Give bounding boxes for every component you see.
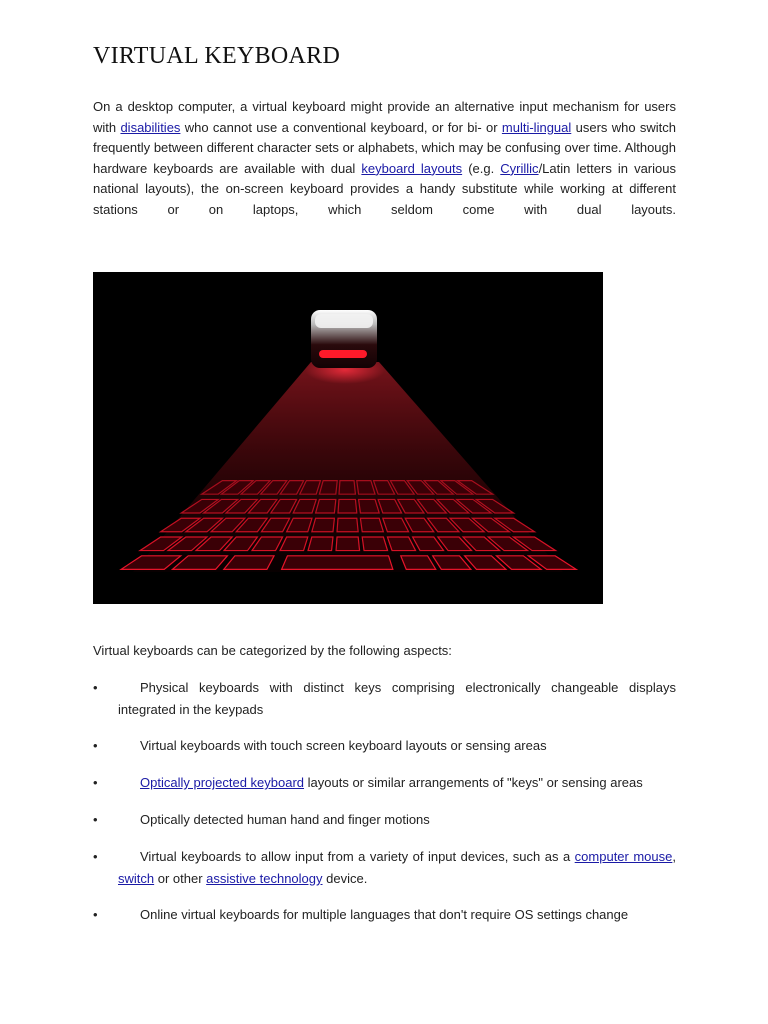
projected-key xyxy=(337,518,358,532)
bullet: • xyxy=(93,680,98,695)
optically-projected-keyboard-link[interactable]: Optically projected keyboard xyxy=(140,775,305,790)
projected-key xyxy=(339,481,355,495)
disabilities-link[interactable]: disabilities xyxy=(120,119,181,135)
intro-text-4: (e.g. xyxy=(462,160,501,176)
intro-text-3: users who switch frequently between different character sets or alphabets, which may be confusing over time. Although hardware keyboards are available with dual xyxy=(93,119,677,176)
bullet: • xyxy=(93,775,98,790)
projected-key xyxy=(338,499,357,513)
list-item: • Optically projected keyboard layouts or similar arrangements of "keys" or sensing areas xyxy=(93,772,676,794)
bullet: • xyxy=(93,812,98,827)
projected-key xyxy=(282,556,393,570)
page-title: VIRTUAL KEYBOARD xyxy=(93,43,341,69)
projected-key xyxy=(312,518,335,532)
list-item: • Virtual keyboards to allow input from a variety of input devices, such as a computer mouse, switch or other assistive technology device. xyxy=(93,846,676,890)
list-item: • Physical keyboards with distinct keys comprising electronically changeable displays integrated in the keypads xyxy=(93,677,676,721)
assistive-technology-link[interactable]: assistive technology xyxy=(206,871,323,886)
switch-link[interactable]: switch xyxy=(118,871,155,886)
projected-key xyxy=(319,481,337,495)
projected-key xyxy=(362,537,387,551)
intro-paragraph xyxy=(93,97,676,241)
aspects-list xyxy=(93,677,676,926)
projected-key xyxy=(308,537,333,551)
intro-text-2: who cannot use a conventional keyboard, or for bi- or xyxy=(180,119,502,135)
aspects-intro: Virtual keyboards can be categorized by the following aspects: xyxy=(93,643,452,658)
projected-key xyxy=(316,499,336,513)
bullet: • xyxy=(93,849,98,864)
list-item: • Optically detected human hand and finger motions xyxy=(93,809,676,831)
keyboard-layouts-link[interactable]: keyboard layouts xyxy=(361,160,463,176)
computer-mouse-link[interactable]: computer mouse xyxy=(574,849,673,864)
intro-text-5: /Latin letters in various national layouts), the on-screen keyboard provides a handy substitute while working at different stations or on laptops, which seldom come with dual layouts. xyxy=(93,160,676,217)
projected-key xyxy=(360,518,383,532)
multi-lingual-link[interactable]: multi-lingual xyxy=(501,119,572,135)
projected-key xyxy=(359,499,380,513)
intro-text-1: On a desktop computer, a virtual keyboard might provide an alternative input mechanism for users with xyxy=(93,99,676,135)
bullet: • xyxy=(93,738,98,753)
cyrillic-link[interactable]: Cyrillic xyxy=(500,160,539,176)
projected-keyboard-image xyxy=(93,272,603,604)
projected-key xyxy=(336,537,360,551)
bullet: • xyxy=(93,907,98,922)
list-item: • Online virtual keyboards for multiple languages that don't require OS settings change xyxy=(93,904,676,926)
list-item: • Virtual keyboards with touch screen keyboard layouts or sensing areas xyxy=(93,735,676,757)
